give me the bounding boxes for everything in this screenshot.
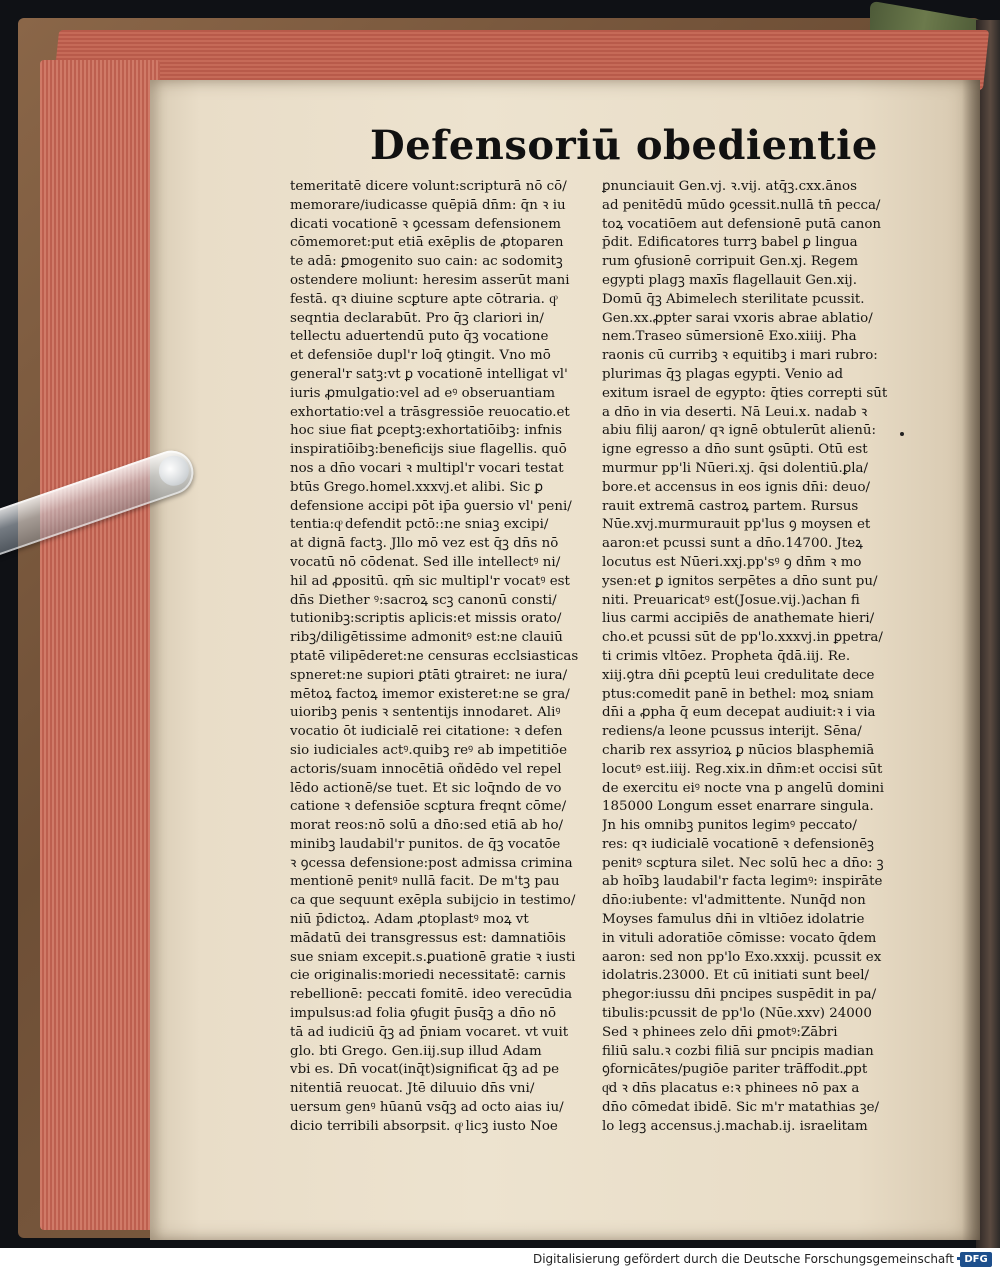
text-line: ca que sequunt̄ exēpla subijcio in testimo/ bbox=[290, 893, 576, 909]
book-page bbox=[150, 80, 980, 1240]
text-line: catione ꝛ defensiōe scꝑtura freqnt̄ cōme/ bbox=[290, 799, 567, 815]
text-line: rum ꝯfusionē corripuit Gen.xj. Regem bbox=[602, 254, 859, 270]
dfg-logo: DFG bbox=[960, 1252, 992, 1267]
text-line: ribꝫ/diligētissime admonitꝰ est:ne clauiū bbox=[290, 630, 563, 646]
text-line: nos a dn̄o vocari ꝛ multipl'r vocari testat̄ bbox=[290, 460, 564, 476]
text-line: ptatē vilipēderet:ne censuras ecclsiasticas bbox=[290, 648, 579, 664]
text-line: ostendere moliunt̄: heresim asserūt mani bbox=[290, 272, 570, 288]
text-line: dn̄o cōmedat̄ ibidē. Sic m'r matathias ꝫe/ bbox=[602, 1100, 880, 1116]
text-line: ad penitēdū mūdo ꝯcessit.nullā tn̄ pecca/ bbox=[602, 197, 881, 213]
text-line: cho.et pcussi sūt de pp'lo.xxxvj.in ꝑpetra/ bbox=[602, 630, 883, 646]
text-line: locutus est Nūeri.xxj.pp'sꝰ ꝯ dn̄m ꝛ mo bbox=[602, 554, 862, 570]
text-line: iuris ꝓmulgatio:vel ad eꝰ obseruantiam bbox=[290, 385, 556, 401]
text-line: filiū salu.ꝛ cozbi filiā sur pncipis madian bbox=[602, 1043, 874, 1059]
text-line: locutꝰ est.iiij. Reg.xix.in dn̄m:et occisi sūt bbox=[602, 761, 883, 777]
text-line: te adā: ꝑmogenito suo cain: ac sodomitꝫ bbox=[290, 254, 563, 270]
text-line: vbi es. Dn̄ vocat(inq̄t)significat q̄ꝫ ad pe bbox=[290, 1062, 560, 1078]
text-line: rebellionē: peccati fomitē. ideo verecūdia bbox=[290, 987, 573, 1003]
text-line: memorare/iudicasse quēpiā dn̄m: q̄n ꝛ iu bbox=[290, 197, 566, 213]
text-line: niū p̄dictoꝝ. Adam ꝓtoplastꝰ moꝝ vt bbox=[290, 912, 529, 928]
text-line: spneret:ne supiori ꝑtāti ꝯtrairet: ne iura/ bbox=[290, 667, 568, 683]
text-line: cie originalis:moriedi necessitatē: carnis bbox=[290, 968, 566, 984]
text-line: rauit extremā castroꝝ partem. Rursus bbox=[602, 498, 859, 514]
text-line: penitꝰ scꝑtura silet. Nec solū hec a dn̄o: ꝫ bbox=[602, 855, 884, 871]
text-line: tentia:qͦ defendit pctō::ne sniaꝫ excipi/ bbox=[290, 517, 549, 533]
text-line: phegor:iussu dn̄i pncipes suspēdit in pa/ bbox=[602, 987, 877, 1003]
text-line: aaron:et pcussi sunt a dn̄o.14700. Jteꝝ bbox=[602, 536, 863, 552]
text-line: dn̄i a ꝓpha q̄ eum decepat audiuit:ꝛ i via bbox=[602, 705, 876, 721]
text-line: hoc siue fiat ꝑceptꝫ:exhortatiōibꝫ: infnis bbox=[290, 423, 562, 439]
text-line: aaron: sed non pp'lo Exo.xxxij. pcussit ex bbox=[602, 949, 882, 965]
text-line: exitum israel de egypto: q̄ties correpti sūt bbox=[602, 385, 888, 401]
text-line: charib rex assyrioꝝ ꝑ nūcios blasphemiā bbox=[602, 742, 875, 758]
page-gutter-shadow bbox=[962, 80, 980, 1240]
text-line: general'r satꝫ:vt ꝑ vocationē intelligat̄ vl' bbox=[290, 366, 568, 382]
text-column-left bbox=[290, 178, 602, 1137]
text-line: ꝛ ꝯcessa defensione:post admissa crimina bbox=[290, 855, 573, 871]
text-line: uersum genꝰ hūanū vsq̄ꝫ ad octo aias iu/ bbox=[290, 1100, 564, 1116]
rod-tip bbox=[155, 452, 193, 490]
text-line: Gen.xx.ꝓpter sarai vxoris abrae ablatio/ bbox=[602, 310, 873, 326]
text-line: dicio terribili absorpsit. qͦ licꝫ iusto Noe bbox=[290, 1118, 558, 1134]
text-line: ysen:et ꝑ ignitos serpētes a dn̄o sunt pu/ bbox=[602, 573, 878, 589]
text-line: dn̄s Diether ꝰ:sacroꝝ scꝫ canonū consti/ bbox=[290, 592, 557, 608]
text-line: qͦd ꝛ dn̄s placatus e:ꝛ phinees nō pax a bbox=[602, 1081, 860, 1097]
text-line: morat reos:nō solū a dn̄o:sed etiā ab ho/ bbox=[290, 818, 564, 834]
text-line: Jn his omnibꝫ punitos legimꝰ peccato/ bbox=[602, 818, 857, 834]
text-line: glo. bti Grego. Gen.iij.sup illud Adam bbox=[290, 1043, 542, 1059]
text-line: a dn̄o in via deserti. Nā Leui.x. nadab ꝛ bbox=[602, 404, 868, 420]
text-line: igne egresso a dn̄o sunt ꝯsūpti. Otū est bbox=[602, 442, 868, 458]
text-line: nitentiā reuocat. Jtē diluuio dn̄s vni/ bbox=[290, 1081, 535, 1097]
text-line: 185000 Longum esset enarrare singula. bbox=[602, 799, 874, 815]
text-line: raonis cū curribꝫ ꝛ equitibꝫ i mari rubro: bbox=[602, 348, 878, 364]
text-line: vocatio ōt iudicialē rei citatione: ꝛ defen bbox=[290, 724, 563, 740]
page-edge-left bbox=[40, 60, 160, 1230]
ink-dot bbox=[900, 432, 904, 436]
text-line: res: qꝛ iudicialē vocationē ꝛ defensionēꝫ bbox=[602, 836, 874, 852]
text-line: in vituli adoratiōe cōmisse: vocato q̄dem bbox=[602, 930, 877, 946]
text-line: tutionibꝫ:scriptis aplicis:et missis orato/ bbox=[290, 611, 562, 627]
text-line: toꝝ vocatiōem aut defensionē putā canon bbox=[602, 216, 882, 232]
text-column-right bbox=[602, 178, 912, 1137]
text-line: de exercitu eiꝰ nocte vna p angelū domini bbox=[602, 780, 884, 796]
text-line: p̄dit. Edificatores turrꝫ babel ꝑ lingua bbox=[602, 235, 858, 251]
text-line: tibulis:pcussit de pp'lo (Nūe.xxv) 24000 bbox=[602, 1006, 872, 1022]
text-line: ti crimis vltōez. Propheta q̄dā.iij. Re. bbox=[602, 648, 851, 664]
text-line: mentionē penitꝰ nullā facit. De m'tꝫ pau bbox=[290, 874, 560, 890]
text-line: plurimas q̄ꝫ plagas egypti. Venio ad bbox=[602, 366, 844, 382]
text-line: defensione accipi pōt ip̄a ꝯuersio vl' peni/ bbox=[290, 498, 572, 514]
text-line: niti. Preuaricatꝰ est(Josue.vij.)achan fi bbox=[602, 592, 860, 608]
text-line: xiij.ꝯtra dn̄i ꝑceptū leui credulitate dece bbox=[602, 667, 875, 683]
text-line: dn̄o:iubente: vl'admittente. Nunq̄d non bbox=[602, 893, 866, 909]
text-line: exhortatio:vel a trāsgressiōe reuocatio.et bbox=[290, 404, 570, 420]
text-line: lo legꝫ accensus.j.machab.ij. israelitam bbox=[602, 1118, 868, 1134]
text-line: uioribꝫ penis ꝛ sententijs innodaret. Aliꝰ bbox=[290, 705, 561, 721]
footer-bar bbox=[0, 1248, 1000, 1272]
text-line: Sed ꝛ phinees zelo dn̄i ꝑmotꝰ:Zābri bbox=[602, 1024, 838, 1040]
text-line: et defensiōe dupl'r loq̄ ꝯtingit. Vno mō bbox=[290, 348, 551, 364]
text-line: ꝑnunciauit Gen.vj. ꝛ.vij. atq̄ꝫ.cxx.ānos bbox=[602, 179, 857, 194]
text-line: sio iudiciales actꝰ.quibꝫ reꝰ ab impetitiōe bbox=[290, 742, 568, 758]
text-line: Domū q̄ꝫ Abimelech sterilitate pcussit. bbox=[602, 291, 865, 307]
running-head: Defensoriū obedientie bbox=[370, 122, 878, 169]
text-line: ptus:comedit panē in bethel: moꝝ sniam bbox=[602, 686, 874, 702]
text-line: idolatris.23000. Et cū initiati sunt beel/ bbox=[602, 968, 870, 984]
text-line: btūs Grego.homel.xxxvj.et alibi. Sic ꝑ bbox=[290, 479, 544, 495]
text-line: ꝯfornicātes/pugiōe pariter trāffodit.ꝓpt bbox=[602, 1062, 868, 1078]
text-line: inspiratiōibꝫ:beneficijs siue flagellis. quō bbox=[290, 442, 567, 458]
text-line: vocatū nō cōdenat. Sed ille intellectꝰ ni/ bbox=[290, 554, 561, 570]
text-line: minibꝫ laudabil'r punitos. de q̄ꝫ vocatōe bbox=[290, 836, 561, 852]
text-line: hil ad ꝓpositū. qm̄ sic multipl'r vocatꝰ est bbox=[290, 573, 570, 589]
text-line: rediens/a leone pcussus interijt. Sēna/ bbox=[602, 724, 862, 740]
text-line: tā ad iudiciū q̄ꝫ ad p̄niam vocaret̄. vt vuit bbox=[290, 1024, 569, 1040]
text-line: mētoꝝ factoꝝ imemor existeret:ne se gra/ bbox=[290, 686, 570, 702]
text-line: Moyses famulus dn̄i in vltiōez idolatrie bbox=[602, 912, 865, 928]
text-line: cōmemoret:put etiā exēplis de ꝓtoparen bbox=[290, 235, 564, 251]
text-line: lēdo actionē/se tuet̄. Et sic loq̄ndo de vo bbox=[290, 780, 562, 796]
text-line: bore.et accensus in eos ignis dn̄i: deuo/ bbox=[602, 479, 871, 495]
text-line: egypti plagꝫ maxīs flagellauit Gen.xij. bbox=[602, 272, 857, 288]
funding-credit: Digitalisierung gefördert durch die Deutsche Forschungsgemeinschaft bbox=[532, 1252, 954, 1266]
text-line: murmur pp'li Nūeri.xj. q̄si dolentiū.ꝑla/ bbox=[602, 460, 869, 476]
text-line: mādatū dei transgressus est: damnatiōis bbox=[290, 930, 566, 946]
text-line: nem.Traseo sūmersionē Exo.xiiij. Pha bbox=[602, 329, 857, 345]
text-line: impulsus:ad folia ꝯfugit p̄usq̄ꝫ a dn̄o nō bbox=[290, 1006, 557, 1022]
text-line: actoris/suam innocētiā oñdēdo vel repel bbox=[290, 761, 562, 777]
text-line: abiu filij aaron/ qꝛ ignē obtulerūt alienū: bbox=[602, 423, 877, 439]
text-line: seqntia declarabūt. Pro q̄ꝫ clariori in/ bbox=[290, 310, 544, 326]
text-line: tellectu aduertendū puto q̄ꝫ vocatione bbox=[290, 329, 549, 345]
text-line: ab hoībꝫ laudabil'r facta legimꝰ: inspirāte bbox=[602, 874, 883, 890]
text-line: festā. qꝛ diuine scꝑture apte cōtraria. qͦ bbox=[290, 291, 556, 307]
text-line: at dignā factꝫ. Jllo mō vez est q̄ꝫ dn̄s nō bbox=[290, 536, 559, 552]
text-line: temeritatē dicere volunt:scripturā nō cō/ bbox=[290, 179, 567, 194]
text-line: dicati vocationē ꝛ ꝯcessam defensionem bbox=[290, 216, 561, 232]
text-line: Nūe.xvj.murmurauit pp'lus ꝯ moysen et bbox=[602, 517, 871, 533]
text-line: lius carmi accipiēs de anathemate hieri/ bbox=[602, 611, 875, 627]
text-line: sue sniam excepit.s.ꝑuationē gratie ꝛ iusti bbox=[290, 949, 576, 965]
